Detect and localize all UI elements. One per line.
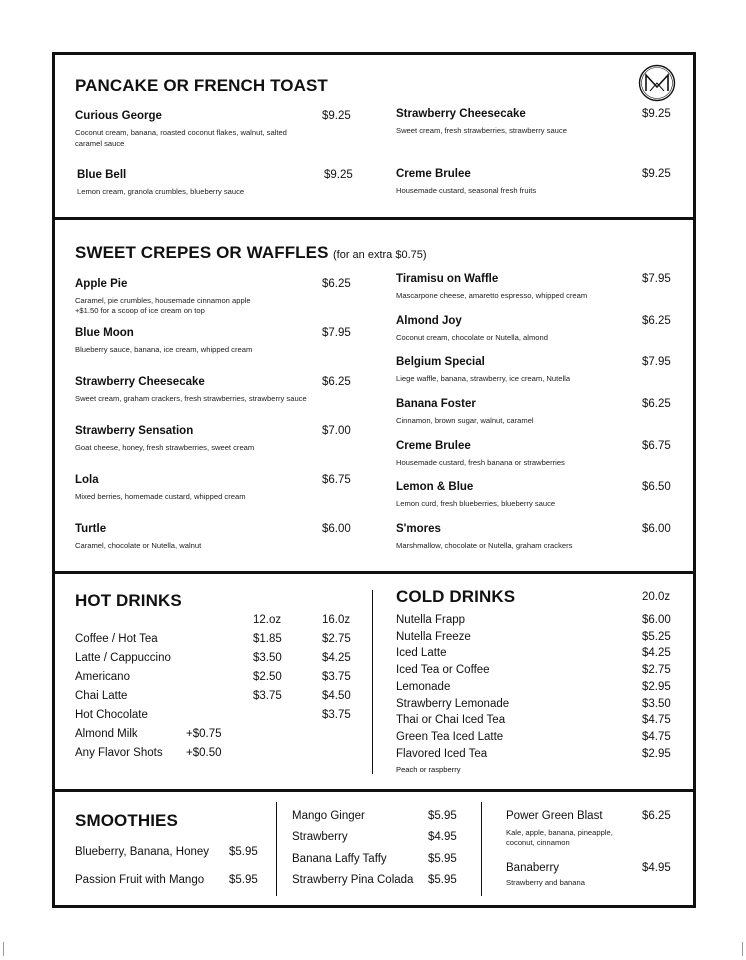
drink-name: Chai Latte [75, 690, 128, 702]
section-title-pancake: PANCAKE OR FRENCH TOAST [75, 76, 328, 95]
smoothie-name: Strawberry [292, 831, 348, 843]
menu-item-desc: Coconut cream, chocolate or Nutella, almond [396, 333, 548, 342]
drink-name: Hot Chocolate [75, 709, 148, 721]
section-title-cold-drinks: COLD DRINKS [396, 587, 516, 606]
menu-item-price: $7.95 [642, 273, 671, 285]
menu-item-desc: Goat cheese, honey, fresh strawberries, sweet cream [75, 443, 255, 452]
logo-icon [638, 64, 676, 102]
size-header: 16.0z [322, 614, 351, 626]
size-header: 12.oz [253, 614, 282, 626]
section-title-smoothies: SMOOTHIES [75, 811, 178, 830]
smoothie-price: $5.95 [428, 810, 457, 822]
drink-name: Americano [75, 671, 130, 683]
menu-item-desc: Marshmallow, chocolate or Nutella, graham crackers [396, 541, 573, 550]
smoothies-divider-2 [481, 802, 482, 896]
menu-item-name: Tiramisu on Waffle [396, 273, 499, 285]
smoothie-name: Strawberry Pina Colada [292, 874, 414, 886]
menu-item-name: Lemon & Blue [396, 481, 474, 493]
menu-item-price: $7.95 [322, 327, 351, 339]
menu-item-desc: Housemade custard, fresh banana or strawberries [396, 458, 565, 467]
menu-item-desc: Caramel, pie crumbles, housemade cinnamon apple [75, 296, 251, 305]
addon-price: +$0.75 [186, 728, 222, 740]
section-header-crepes [75, 243, 427, 263]
menu-item-desc: Caramel, chocolate or Nutella, walnut [75, 541, 202, 550]
menu-frame [52, 52, 696, 908]
section-note-crepes: (for an extra $0.75) [333, 249, 427, 261]
menu-item-desc: Mascarpone cheese, amaretto espresso, whipped cream [396, 291, 588, 300]
smoothie-price: $4.95 [428, 831, 457, 843]
drink-name: Iced Latte [396, 647, 447, 659]
drink-price: $5.25 [642, 631, 671, 643]
smoothie-name: Mango Ginger [292, 810, 365, 822]
menu-item-desc: Sweet cream, graham crackers, fresh strawberries, strawberry sauce [75, 394, 307, 403]
smoothies-divider-1 [276, 802, 277, 896]
addon-name: Any Flavor Shots [75, 747, 163, 759]
menu-item-desc: Sweet cream, fresh strawberries, strawberry sauce [396, 126, 567, 135]
drink-price: $2.75 [642, 664, 671, 676]
drink-name: Latte / Cappuccino [75, 652, 171, 664]
menu-item-price: $7.95 [642, 356, 671, 368]
menu-item-desc: +$1.50 for a scoop of ice cream on top [75, 306, 205, 315]
menu-item-name: Strawberry Sensation [75, 425, 194, 437]
drink-price: $4.75 [642, 731, 671, 743]
menu-item-price: $6.00 [322, 523, 351, 535]
drink-price-large: $3.75 [322, 671, 351, 683]
menu-item-desc: Mixed berries, homemade custard, whipped cream [75, 492, 246, 501]
menu-item-price: $9.25 [642, 168, 671, 180]
smoothie-price: $5.95 [428, 853, 457, 865]
menu-item-name: Blue Bell [77, 169, 127, 181]
menu-item-name: Creme Brulee [396, 440, 471, 452]
menu-item-name: S'mores [396, 523, 441, 535]
drink-name: Nutella Frapp [396, 614, 466, 626]
menu-item-desc: Lemon curd, fresh blueberries, blueberry sauce [396, 499, 556, 508]
drink-price-large: $3.75 [322, 709, 351, 721]
menu-item-desc: Coconut cream, banana, roasted coconut flakes, walnut, salted [75, 128, 287, 137]
drink-name: Green Tea Iced Latte [396, 731, 504, 743]
smoothie-price: $6.25 [642, 810, 671, 822]
drink-price-large: $2.75 [322, 633, 351, 645]
menu-item-name: Apple Pie [75, 278, 128, 290]
menu-item-price: $6.25 [642, 315, 671, 327]
smoothie-desc: Kale, apple, banana, pineapple, [506, 828, 613, 837]
menu-item-desc: caramel sauce [75, 139, 125, 148]
divider-crepes [52, 571, 696, 574]
drink-price: $6.00 [642, 614, 671, 626]
smoothie-name: Banana Laffy Taffy [292, 853, 387, 865]
page-edge-mark [3, 942, 4, 956]
addon-name: Almond Milk [75, 728, 138, 740]
size-header: 20.0z [642, 591, 671, 603]
section-title-crepes: SWEET CREPES OR WAFFLES [75, 243, 329, 262]
drink-note: Peach or raspberry [396, 765, 461, 774]
drink-price: $2.95 [642, 748, 671, 760]
smoothie-price: $5.95 [428, 874, 457, 886]
smoothie-price: $5.95 [229, 846, 258, 858]
menu-item-desc: Lemon cream, granola crumbles, blueberry sauce [77, 187, 245, 196]
drink-name: Nutella Freeze [396, 631, 471, 643]
page-edge-mark [742, 942, 743, 956]
menu-item-price: $6.25 [322, 376, 351, 388]
smoothie-price: $4.95 [642, 862, 671, 874]
drink-name: Flavored Iced Tea [396, 748, 488, 760]
menu-item-name: Strawberry Cheesecake [396, 108, 526, 120]
menu-item-price: $7.00 [322, 425, 351, 437]
drink-price: $2.95 [642, 681, 671, 693]
menu-item-name: Strawberry Cheesecake [75, 376, 205, 388]
drink-price-small: $3.75 [253, 690, 282, 702]
smoothie-name: Power Green Blast [506, 810, 603, 822]
smoothie-name: Blueberry, Banana, Honey [75, 846, 210, 858]
drink-price-small: $2.50 [253, 671, 282, 683]
addon-price: +$0.50 [186, 747, 222, 759]
smoothie-desc: coconut, cinnamon [506, 838, 570, 847]
drink-name: Coffee / Hot Tea [75, 633, 158, 645]
menu-item-name: Banana Foster [396, 398, 476, 410]
drinks-column-divider [372, 590, 373, 774]
menu-item-name: Blue Moon [75, 327, 134, 339]
menu-item-desc: Housemade custard, seasonal fresh fruits [396, 186, 537, 195]
menu-item-desc: Cinnamon, brown sugar, walnut, caramel [396, 416, 534, 425]
menu-item-price: $6.50 [642, 481, 671, 493]
section-title-hot-drinks: HOT DRINKS [75, 591, 182, 610]
drink-name: Strawberry Lemonade [396, 698, 510, 710]
menu-item-price: $6.25 [642, 398, 671, 410]
drink-name: Thai or Chai Iced Tea [396, 714, 506, 726]
drink-price: $4.75 [642, 714, 671, 726]
smoothie-name: Passion Fruit with Mango [75, 874, 205, 886]
menu-item-name: Creme Brulee [396, 168, 471, 180]
menu-item-name: Turtle [75, 523, 107, 535]
drink-name: Iced Tea or Coffee [396, 664, 490, 676]
drink-price-large: $4.50 [322, 690, 351, 702]
drink-price-large: $4.25 [322, 652, 351, 664]
menu-item-desc: Liege waffle, banana, strawberry, ice cream, Nutella [396, 374, 571, 383]
menu-item-price: $6.00 [642, 523, 671, 535]
menu-item-name: Almond Joy [396, 315, 462, 327]
menu-item-price: $9.25 [322, 110, 351, 122]
menu-item-price: $6.75 [322, 474, 351, 486]
drink-price-small: $1.85 [253, 633, 282, 645]
smoothie-price: $5.95 [229, 874, 258, 886]
menu-item-price: $6.25 [322, 278, 351, 290]
menu-item-price: $9.25 [324, 169, 353, 181]
menu-item-price: $9.25 [642, 108, 671, 120]
menu-item-desc: Blueberry sauce, banana, ice cream, whipped cream [75, 345, 253, 354]
drink-price-small: $3.50 [253, 652, 282, 664]
divider-pancake [52, 217, 696, 220]
smoothie-desc: Strawberry and banana [506, 878, 585, 887]
divider-drinks [52, 789, 696, 792]
menu-item-name: Belgium Special [396, 356, 485, 368]
drink-name: Lemonade [396, 681, 451, 693]
drink-price: $4.25 [642, 647, 671, 659]
smoothie-name: Banaberry [506, 862, 560, 874]
menu-item-price: $6.75 [642, 440, 671, 452]
menu-item-name: Curious George [75, 110, 162, 122]
menu-item-name: Lola [75, 474, 99, 486]
drink-price: $3.50 [642, 698, 671, 710]
